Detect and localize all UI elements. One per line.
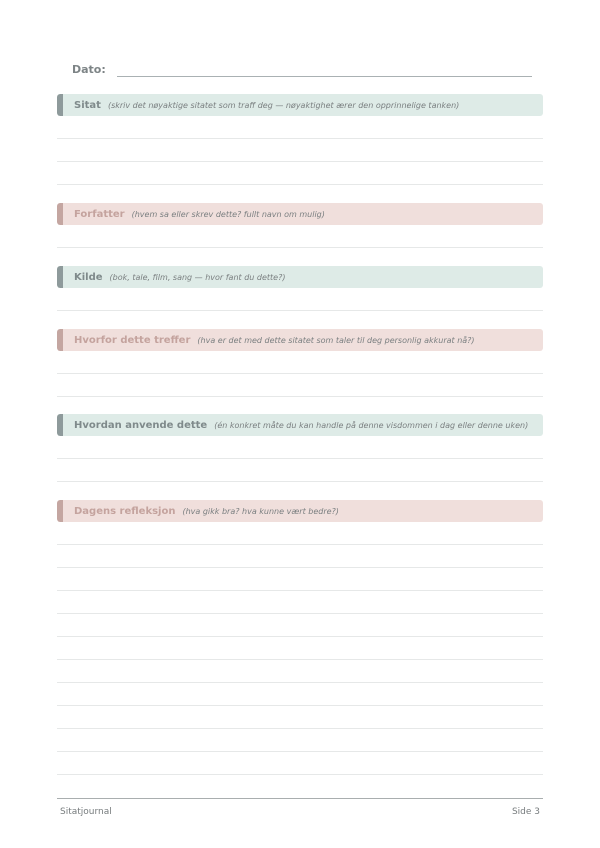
section-accent-bar (57, 266, 63, 288)
writing-line[interactable] (57, 351, 543, 374)
section-title: Dagens refleksjon (74, 505, 176, 517)
section-accent-bar (57, 94, 63, 116)
writing-line[interactable] (57, 116, 543, 139)
writing-line[interactable] (57, 162, 543, 185)
section-hint: (hva er det med dette sitatet som taler til deg personlig akkurat nå?) (197, 335, 475, 345)
writing-line[interactable] (57, 683, 543, 706)
date-label: Dato: (72, 63, 106, 76)
writing-line[interactable] (57, 139, 543, 162)
section-header-quote (57, 94, 543, 116)
writing-line[interactable] (57, 706, 543, 729)
section-header-author (57, 203, 543, 225)
section-header-reflection (57, 500, 543, 522)
section-header-source (57, 266, 543, 288)
section-title: Hvordan anvende dette (74, 419, 208, 431)
section-hint: (bok, tale, film, sang — hvor fant du dette?) (109, 272, 286, 282)
writing-line[interactable] (57, 729, 543, 752)
section-source (57, 266, 543, 311)
date-input-line[interactable] (117, 76, 532, 77)
section-header-why (57, 329, 543, 351)
writing-line[interactable] (57, 225, 543, 248)
section-accent-bar (57, 329, 63, 351)
writing-line[interactable] (57, 637, 543, 660)
section-header-apply (57, 414, 543, 436)
section-accent-bar (57, 414, 63, 436)
section-hint: (hvem sa eller skrev dette? fullt navn om mulig) (131, 209, 325, 219)
footer-divider (57, 798, 543, 799)
section-title: Sitat (74, 99, 101, 111)
footer-title: Sitatjournal (60, 807, 112, 817)
date-row (72, 63, 532, 79)
writing-line[interactable] (57, 591, 543, 614)
writing-line[interactable] (57, 660, 543, 683)
page-number: Side 3 (511, 807, 540, 817)
writing-line[interactable] (57, 752, 543, 775)
section-hint: (hva gikk bra? hva kunne vært bedre?) (182, 506, 339, 516)
section-hint: (én konkret måte du kan handle på denne visdommen i dag eller denne uken) (214, 420, 529, 430)
writing-line[interactable] (57, 614, 543, 637)
writing-line[interactable] (57, 522, 543, 545)
writing-line[interactable] (57, 374, 543, 397)
writing-line[interactable] (57, 545, 543, 568)
writing-line[interactable] (57, 459, 543, 482)
section-author (57, 203, 543, 248)
section-apply (57, 414, 543, 482)
writing-line[interactable] (57, 568, 543, 591)
section-accent-bar (57, 203, 63, 225)
writing-line[interactable] (57, 288, 543, 311)
section-accent-bar (57, 500, 63, 522)
section-title: Hvorfor dette treffer (74, 334, 191, 346)
section-title: Kilde (74, 271, 103, 283)
section-title: Forfatter (74, 208, 125, 220)
section-why (57, 329, 543, 397)
writing-line[interactable] (57, 436, 543, 459)
section-reflection (57, 500, 543, 775)
section-hint: (skriv det nøyaktige sitatet som traff deg — nøyaktighet ærer den opprinnelige tanken) (107, 100, 460, 110)
section-quote (57, 94, 543, 185)
